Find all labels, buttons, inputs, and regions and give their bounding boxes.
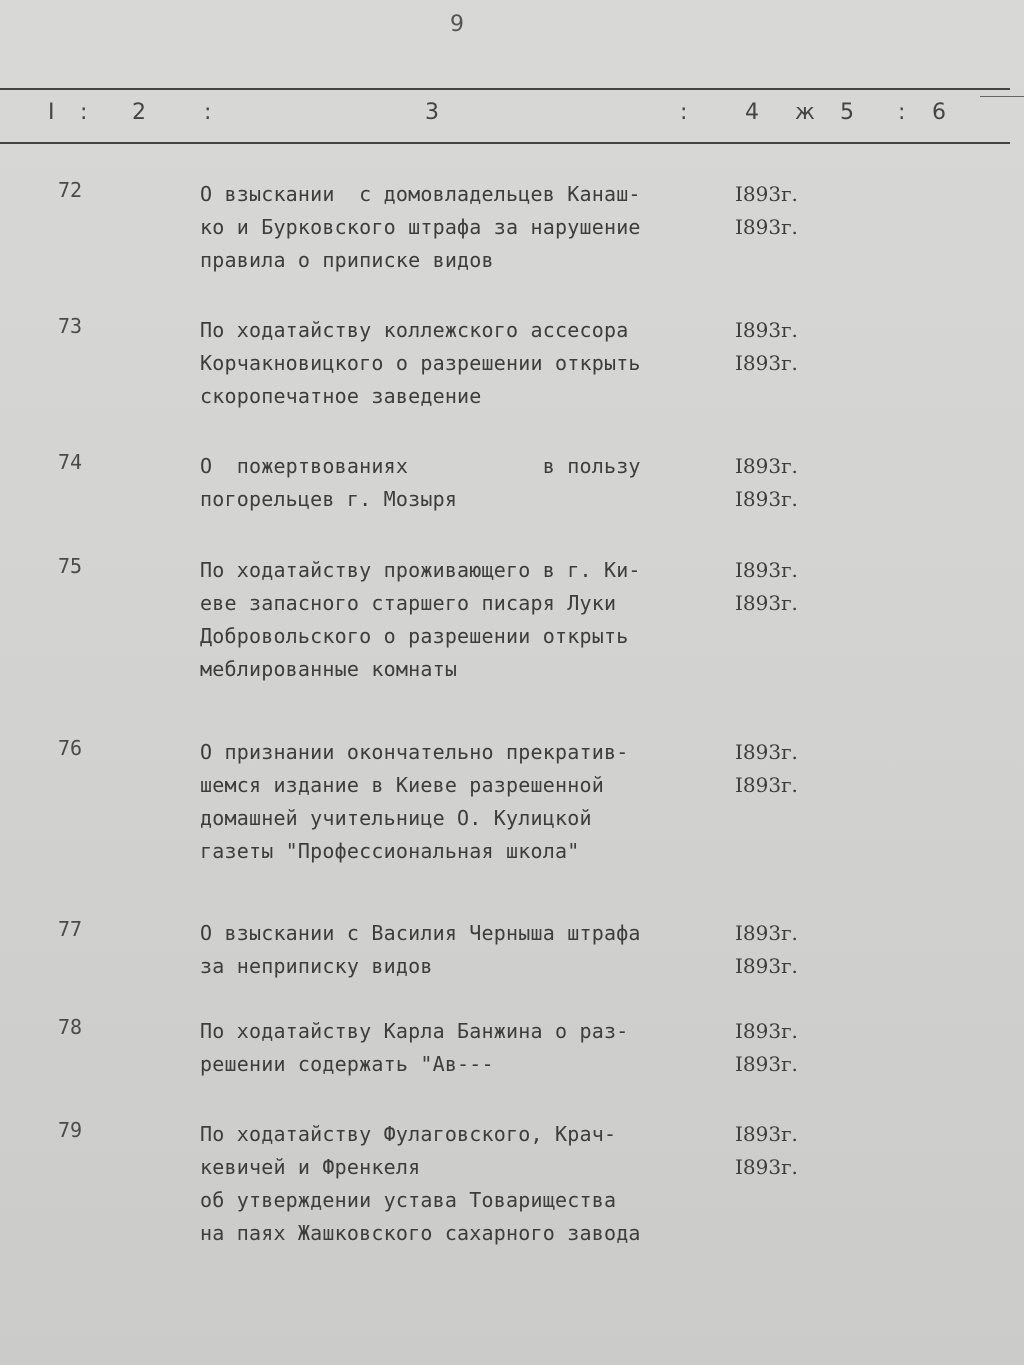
entry-description <box>200 1015 720 1081</box>
entry-description <box>200 1118 720 1250</box>
col-header-6: 6 <box>932 100 946 125</box>
description-line: шемся издание в Киеве разрешенной <box>200 773 604 797</box>
description-line: погорельцев г. Мозыря <box>200 487 458 511</box>
entry-dates <box>735 917 798 983</box>
end-date: I893г. <box>735 1155 798 1179</box>
end-date: I893г. <box>735 954 798 978</box>
page-number: 9 <box>450 12 464 37</box>
col-header-sep-5: : <box>898 100 906 125</box>
description-line: Корчакновицкого о разрешении открыть <box>200 351 641 375</box>
entry-description <box>200 736 720 868</box>
header-top-rule <box>0 88 1010 90</box>
col-header-5: 5 <box>840 100 854 125</box>
col-header-3: 3 <box>425 100 439 125</box>
col-header-sep-4: ж <box>795 100 815 125</box>
start-date: I893г. <box>735 740 798 764</box>
col-header-sep-1: : <box>80 100 88 125</box>
description-line: на паях Жашковского сахарного завода <box>200 1221 641 1245</box>
entry-number: 72 <box>58 178 83 202</box>
description-line: правила о приписке видов <box>200 248 494 272</box>
description-line: По ходатайству коллежского ассесора <box>200 318 629 342</box>
entry-dates <box>735 736 798 802</box>
col-header-sep-3: : <box>680 100 688 125</box>
description-line: Добровольского о разрешении открыть <box>200 624 629 648</box>
entry-dates <box>735 554 798 620</box>
description-line: газеты "Профессиональная школа" <box>200 839 580 863</box>
col-header-sep-2: : <box>204 100 212 125</box>
description-line: О пожертвованиях в пользу <box>200 454 641 478</box>
end-date: I893г. <box>735 1052 798 1076</box>
entry-description <box>200 917 720 983</box>
col-header-2: 2 <box>132 100 146 125</box>
entry-number: 79 <box>58 1118 83 1142</box>
description-line: О взыскании с домовладельцев Канаш- <box>200 182 641 206</box>
entry-number: 78 <box>58 1015 83 1039</box>
entry-description <box>200 450 720 516</box>
entry-description <box>200 314 720 413</box>
entry-number: 73 <box>58 314 83 338</box>
description-line: за неприписку видов <box>200 954 433 978</box>
entry-dates <box>735 450 798 516</box>
description-line: кевичей и Френкеля <box>200 1155 421 1179</box>
description-line: О признании окончательно прекратив- <box>200 740 629 764</box>
entry-number: 74 <box>58 450 83 474</box>
end-date: I893г. <box>735 773 798 797</box>
description-line: меблированные комнаты <box>200 657 458 681</box>
entry-dates <box>735 314 798 380</box>
start-date: I893г. <box>735 318 798 342</box>
entry-number: 77 <box>58 917 83 941</box>
start-date: I893г. <box>735 921 798 945</box>
col-header-1: I <box>48 100 55 125</box>
end-date: I893г. <box>735 215 798 239</box>
entry-description <box>200 554 720 686</box>
entry-description <box>200 178 720 277</box>
start-date: I893г. <box>735 454 798 478</box>
end-date: I893г. <box>735 591 798 615</box>
header-bottom-rule <box>0 142 1010 144</box>
start-date: I893г. <box>735 558 798 582</box>
end-date: I893г. <box>735 351 798 375</box>
description-line: По ходатайству проживающего в г. Ки- <box>200 558 641 582</box>
description-line: По ходатайству Фулаговского, Крач- <box>200 1122 617 1146</box>
entry-number: 76 <box>58 736 83 760</box>
end-date: I893г. <box>735 487 798 511</box>
col-header-4: 4 <box>745 100 759 125</box>
description-line: об утверждении устава Товарищества <box>200 1188 617 1212</box>
description-line: По ходатайству Карла Банжина о раз- <box>200 1019 629 1043</box>
entry-dates <box>735 178 798 244</box>
header-margin-rule <box>980 96 1024 97</box>
entry-dates <box>735 1015 798 1081</box>
start-date: I893г. <box>735 1019 798 1043</box>
description-line: домашней учительнице О. Кулицкой <box>200 806 592 830</box>
description-line: ко и Бурковского штрафа за нарушение <box>200 215 641 239</box>
start-date: I893г. <box>735 1122 798 1146</box>
entry-dates <box>735 1118 798 1184</box>
entry-number: 75 <box>58 554 83 578</box>
description-line: скоропечатное заведение <box>200 384 482 408</box>
start-date: I893г. <box>735 182 798 206</box>
description-line: О взыскании с Василия Черныша штрафа <box>200 921 641 945</box>
description-line: решении содержать "Ав--- <box>200 1052 494 1076</box>
description-line: еве запасного старшего писаря Луки <box>200 591 617 615</box>
